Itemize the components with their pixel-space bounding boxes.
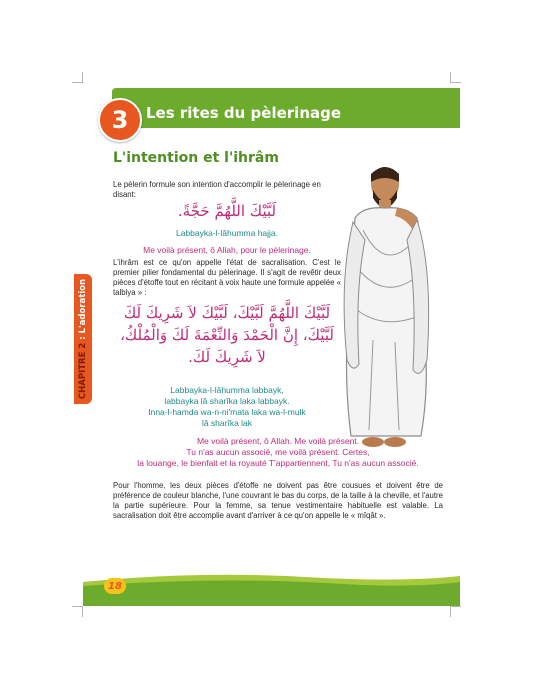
arabic-line: لاَ شَرِيكَ لَكَ.	[188, 348, 266, 366]
section-title: L'intention et l'ihrâm	[113, 150, 279, 166]
talbiya-short-transliteration: Labbayka-l-lâhumma hajja.	[175, 228, 279, 238]
arabic-line: لَبَّيْكَ اللَّهُمَّ لَبَّيْكَ، لَبَّيْكَ لاَ شَرِيكَ لَكَ	[123, 304, 331, 322]
intro-paragraph: Le pèlerin formule son intention d'accomplir le pèlerinage en disant:	[113, 180, 321, 199]
crop-mark-top-left	[72, 72, 83, 83]
page-number: 18	[104, 578, 126, 594]
transliteration-line: lâ sharîka lak	[201, 418, 253, 428]
pilgrim-in-ihram-illustration	[333, 160, 438, 450]
ihram-paragraph: L'ihrâm est ce qu'on appelle l'état de sacralisation. C'est le premier pilier fondamental du pèlerinage. Il s'agit de revêtir deux pièces d'étoffe tout en récitant à voix haute une formule appelée « talbiya » :	[113, 258, 341, 297]
crop-mark-top-right	[450, 72, 461, 83]
footer-band	[83, 572, 460, 606]
chapter-title: Les rites du pèlerinage	[146, 104, 342, 122]
transliteration-line: labbayka lâ sharîka laka labbayk.	[164, 396, 290, 406]
closing-paragraph: Pour l'homme, les deux pièces d'étoffe ne doivent pas être cousues et doivent être de préférence de couleur blanche, l'une couvrant le bas du corps, de la taille à la cheville, et l'autre la partie supérieure. Pour la femme, sa tenue vestimentaire habituelle est valable. La sacralisation doit être accomplie avant d'arriver à ce qu'on appelle le « mîqât ».	[113, 481, 443, 520]
transliteration-line: Inna-l-hamda wa-n-ni'mata laka wa-l-mulk	[148, 407, 306, 417]
translation-line: Me voilà présent, ô Allah. Me voilà présent.	[196, 436, 360, 446]
translation-line: la louange, le bienfait et la royauté T'appartiennent, Tu n'as aucun associé.	[137, 458, 419, 468]
talbiya-short-arabic: لَبَّيْكَ اللَّهُمَّ حَجَّةً.	[177, 202, 277, 220]
chapter-side-label	[78, 279, 88, 399]
side-label-chapter: CHAPITRE 2	[78, 342, 88, 400]
talbiya-full-transliteration	[113, 385, 341, 429]
crop-mark-bottom-left	[72, 606, 83, 617]
translation-line: Tu n'as aucun associé, me voilà présent. Certes,	[186, 447, 370, 457]
talbiya-short-translation: Me voilà présent, ô Allah, pour le pèlerinage.	[143, 245, 311, 255]
crop-mark-bottom-right	[450, 606, 461, 617]
talbiya-full-arabic	[113, 302, 341, 368]
chapter-number-badge: 3	[98, 98, 142, 142]
transliteration-line: Labbayka-l-lâhumma labbayk,	[170, 385, 284, 395]
side-label-topic: : L'adoration	[78, 278, 88, 343]
arabic-line: لَبَّيْكَ، إِنَّ الْحَمْدَ وَالنِّعْمَةَ لَكَ وَالْمُلْكُ،	[120, 326, 334, 344]
